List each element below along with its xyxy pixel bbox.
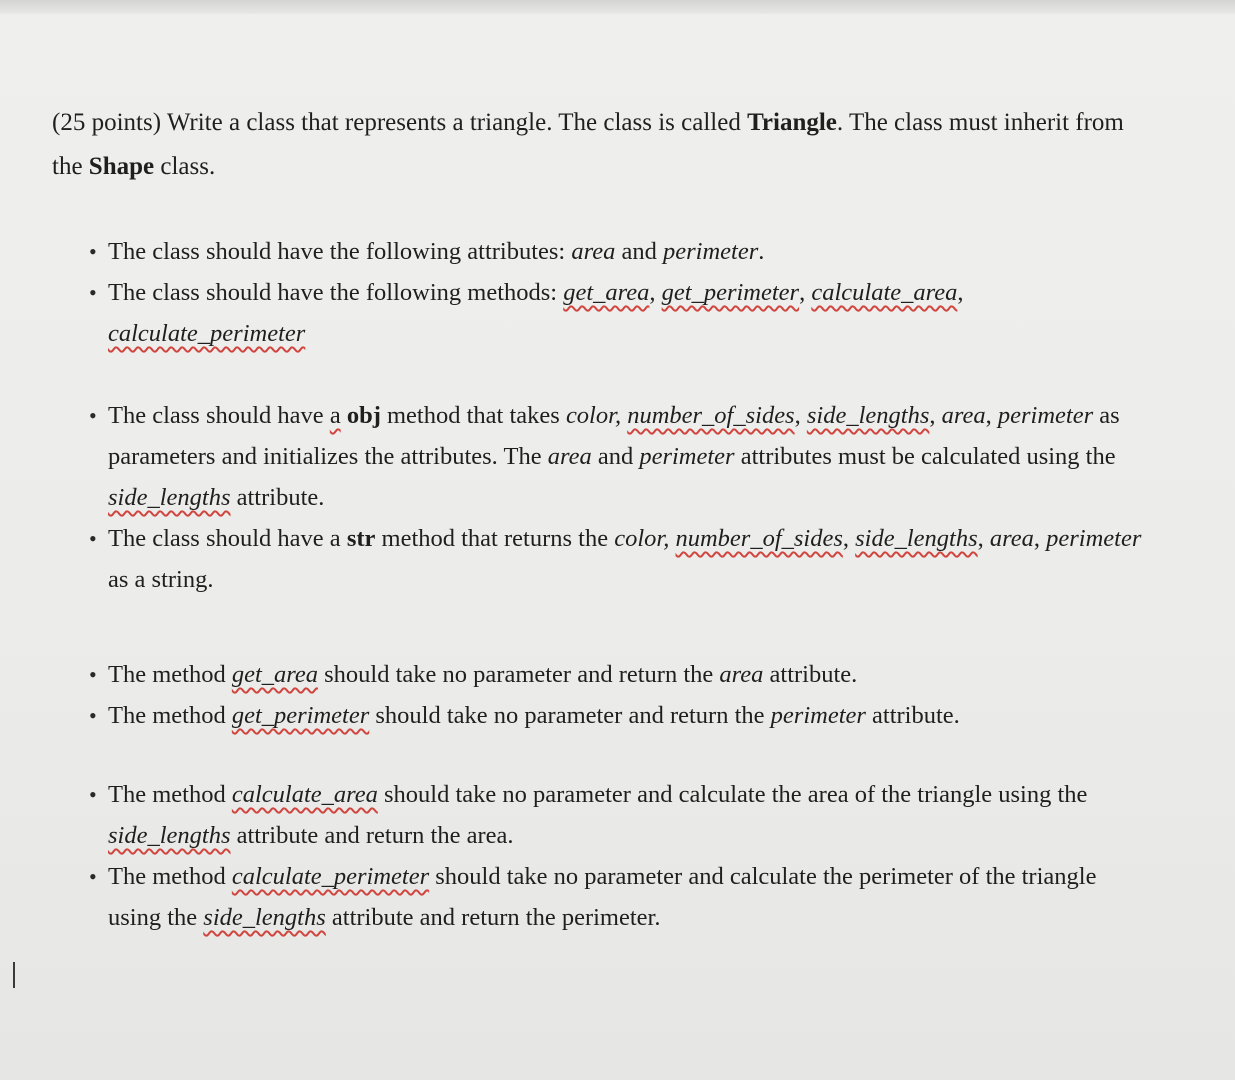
bullet-group-attributes — [88, 231, 1148, 354]
bullet-group-constructor — [88, 395, 1148, 600]
class-name-shape: Shape — [88, 153, 155, 180]
question-intro: (25 points) Write a class that represents a triangle. The class is called Triangle. The class must inherit from the Shape class. — [52, 109, 1124, 180]
bullet-get-perimeter: • The method get_perimeter should take no parameter and return the perimeter attribute. — [88, 695, 1148, 736]
bullet-calculate-perimeter: • The method calculate_perimeter should take no parameter and calculate the perimeter of the triangle using the side_lengths attribute and return the perimeter. — [88, 856, 1148, 938]
bullet-obj-method: • The class should have a obj method that takes color, number_of_sides, side_lengths, area, perimeter as parameters and initializes the attributes. The area and perimeter attributes must be calculated using the side_lengths attribute. — [88, 395, 1148, 518]
text-cursor — [13, 962, 15, 988]
bullet-group-calculators — [88, 774, 1148, 938]
bullet-group-getters — [88, 654, 1148, 736]
class-name-triangle: Triangle — [747, 109, 837, 136]
bullet-attributes: • The class should have the following attributes: area and perimeter. — [88, 231, 1148, 272]
bullet-str-method: • The class should have a str method that returns the color, number_of_sides, side_lengths, area, perimeter as a string. — [88, 518, 1148, 600]
top-band — [0, 0, 1235, 14]
bullet-get-area: • The method get_area should take no parameter and return the area attribute. — [88, 654, 1148, 695]
bullet-calculate-area: • The method calculate_area should take no parameter and calculate the area of the triangle using the side_lengths attribute and return the area. — [88, 774, 1148, 856]
bullet-methods: • The class should have the following methods: get_area, get_perimeter, calculate_area, calculate_perimeter — [88, 272, 1148, 354]
